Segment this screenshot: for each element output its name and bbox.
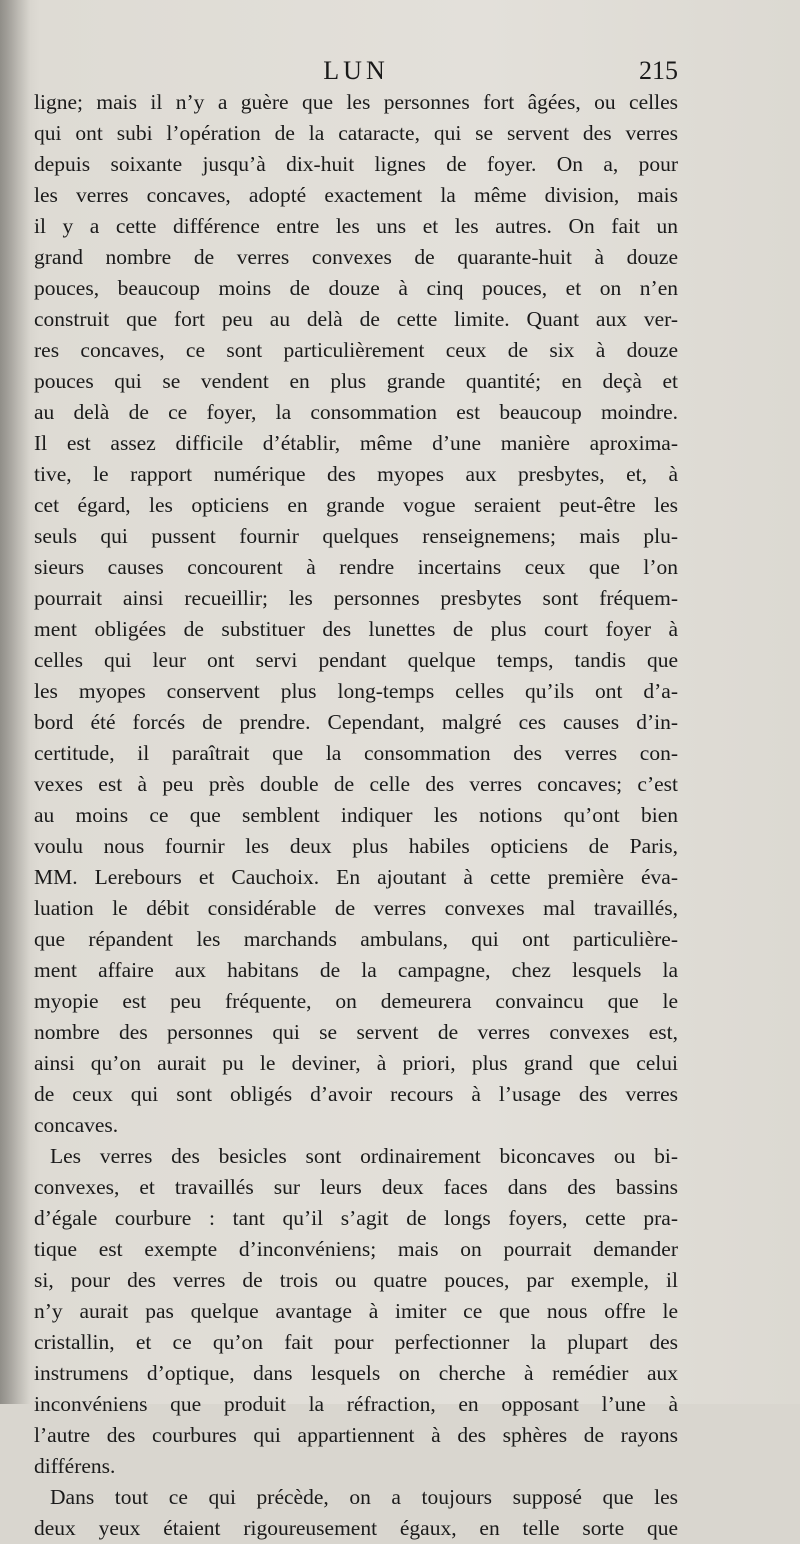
text-line: nombre des personnes qui se servent de verres convexes est, [34,1020,678,1044]
text-line: différens. [34,1454,116,1478]
running-head: LUN [323,56,389,85]
binding-gutter-shadow [0,0,30,1404]
text-line: inconvéniens que produit la réfraction, en opposant l’une à [34,1392,678,1416]
text-line: Dans tout ce qui précède, on a toujours supposé que les [50,1485,678,1509]
text-line: celles qui leur ont servi pendant quelque temps, tandis que [34,648,678,672]
text-line: bord été forcés de prendre. Cependant, malgré ces causes d’in- [34,710,678,734]
text-line: depuis soixante jusqu’à dix-huit lignes de foyer. On a, pour [34,152,678,176]
page-number: 215 [639,56,678,85]
text-line: au moins ce que semblent indiquer les notions qu’ont bien [34,803,678,827]
text-line: n’y aurait pas quelque avantage à imiter ce que nous offre le [34,1299,678,1323]
text-line: ligne; mais il n’y a guère que les personnes fort âgées, ou celles [34,90,678,114]
text-line: tique est exempte d’inconvéniens; mais on pourrait demander [34,1237,678,1261]
text-line: d’égale courbure : tant qu’il s’agit de longs foyers, cette pra- [34,1206,678,1230]
text-line: tive, le rapport numérique des myopes aux presbytes, et, à [34,462,678,486]
body-text [34,87,678,1544]
text-line: construit que fort peu au delà de cette limite. Quant aux ver- [34,307,678,331]
text-line: que répandent les marchands ambulans, qui ont particulière- [34,927,678,951]
page-header [34,56,678,90]
text-line: si, pour des verres de trois ou quatre pouces, par exemple, il [34,1268,678,1292]
text-line: Il est assez difficile d’établir, même d’une manière aproxima- [34,431,678,455]
text-line: voulu nous fournir les deux plus habiles opticiens de Paris, [34,834,678,858]
text-line: seuls qui pussent fournir quelques renseignemens; mais plu- [34,524,678,548]
text-line: ment affaire aux habitans de la campagne, chez lesquels la [34,958,678,982]
text-line: convexes, et travaillés sur leurs deux faces dans des bassins [34,1175,678,1199]
text-line: pouces qui se vendent en plus grande quantité; en deçà et [34,369,678,393]
text-line: l’autre des courbures qui appartiennent à des sphères de rayons [34,1423,678,1447]
text-line: certitude, il paraîtrait que la consommation des verres con- [34,741,678,765]
text-line: il y a cette différence entre les uns et les autres. On fait un [34,214,678,238]
text-line: myopie est peu fréquente, on demeurera convaincu que le [34,989,678,1013]
text-line: Les verres des besicles sont ordinairement biconcaves ou bi- [50,1144,678,1168]
text-line: res concaves, ce sont particulièrement ceux de six à douze [34,338,678,362]
text-line: pouces, beaucoup moins de douze à cinq pouces, et on n’en [34,276,678,300]
text-line: ainsi qu’on aurait pu le deviner, à priori, plus grand que celui [34,1051,678,1075]
text-line: instrumens d’optique, dans lesquels on cherche à remédier aux [34,1361,678,1385]
text-line: qui ont subi l’opération de la cataracte, qui se servent des verres [34,121,678,145]
text-line: les myopes conservent plus long-temps celles qu’ils ont d’a- [34,679,678,703]
text-line: MM. Lerebours et Cauchoix. En ajoutant à cette première éva- [34,865,678,889]
text-line: ment obligées de substituer des lunettes de plus court foyer à [34,617,678,641]
text-line: vexes est à peu près double de celle des verres concaves; c’est [34,772,678,796]
text-line: grand nombre de verres convexes de quarante-huit à douze [34,245,678,269]
text-line: luation le débit considérable de verres convexes mal travaillés, [34,896,678,920]
text-line: concaves. [34,1113,119,1137]
text-line: les verres concaves, adopté exactement la même division, mais [34,183,678,207]
text-line: cristallin, et ce qu’on fait pour perfectionner la plupart des [34,1330,678,1354]
text-line: de ceux qui sont obligés d’avoir recours à l’usage des verres [34,1082,678,1106]
text-line: cet égard, les opticiens en grande vogue seraient peut-être les [34,493,678,517]
text-line: au delà de ce foyer, la consommation est beaucoup moindre. [34,400,678,424]
text-line: deux yeux étaient rigoureusement égaux, en telle sorte que [34,1516,678,1540]
text-line: pourrait ainsi recueillir; les personnes presbytes sont fréquem- [34,586,678,610]
text-line: sieurs causes concourent à rendre incertains ceux que l’on [34,555,678,579]
